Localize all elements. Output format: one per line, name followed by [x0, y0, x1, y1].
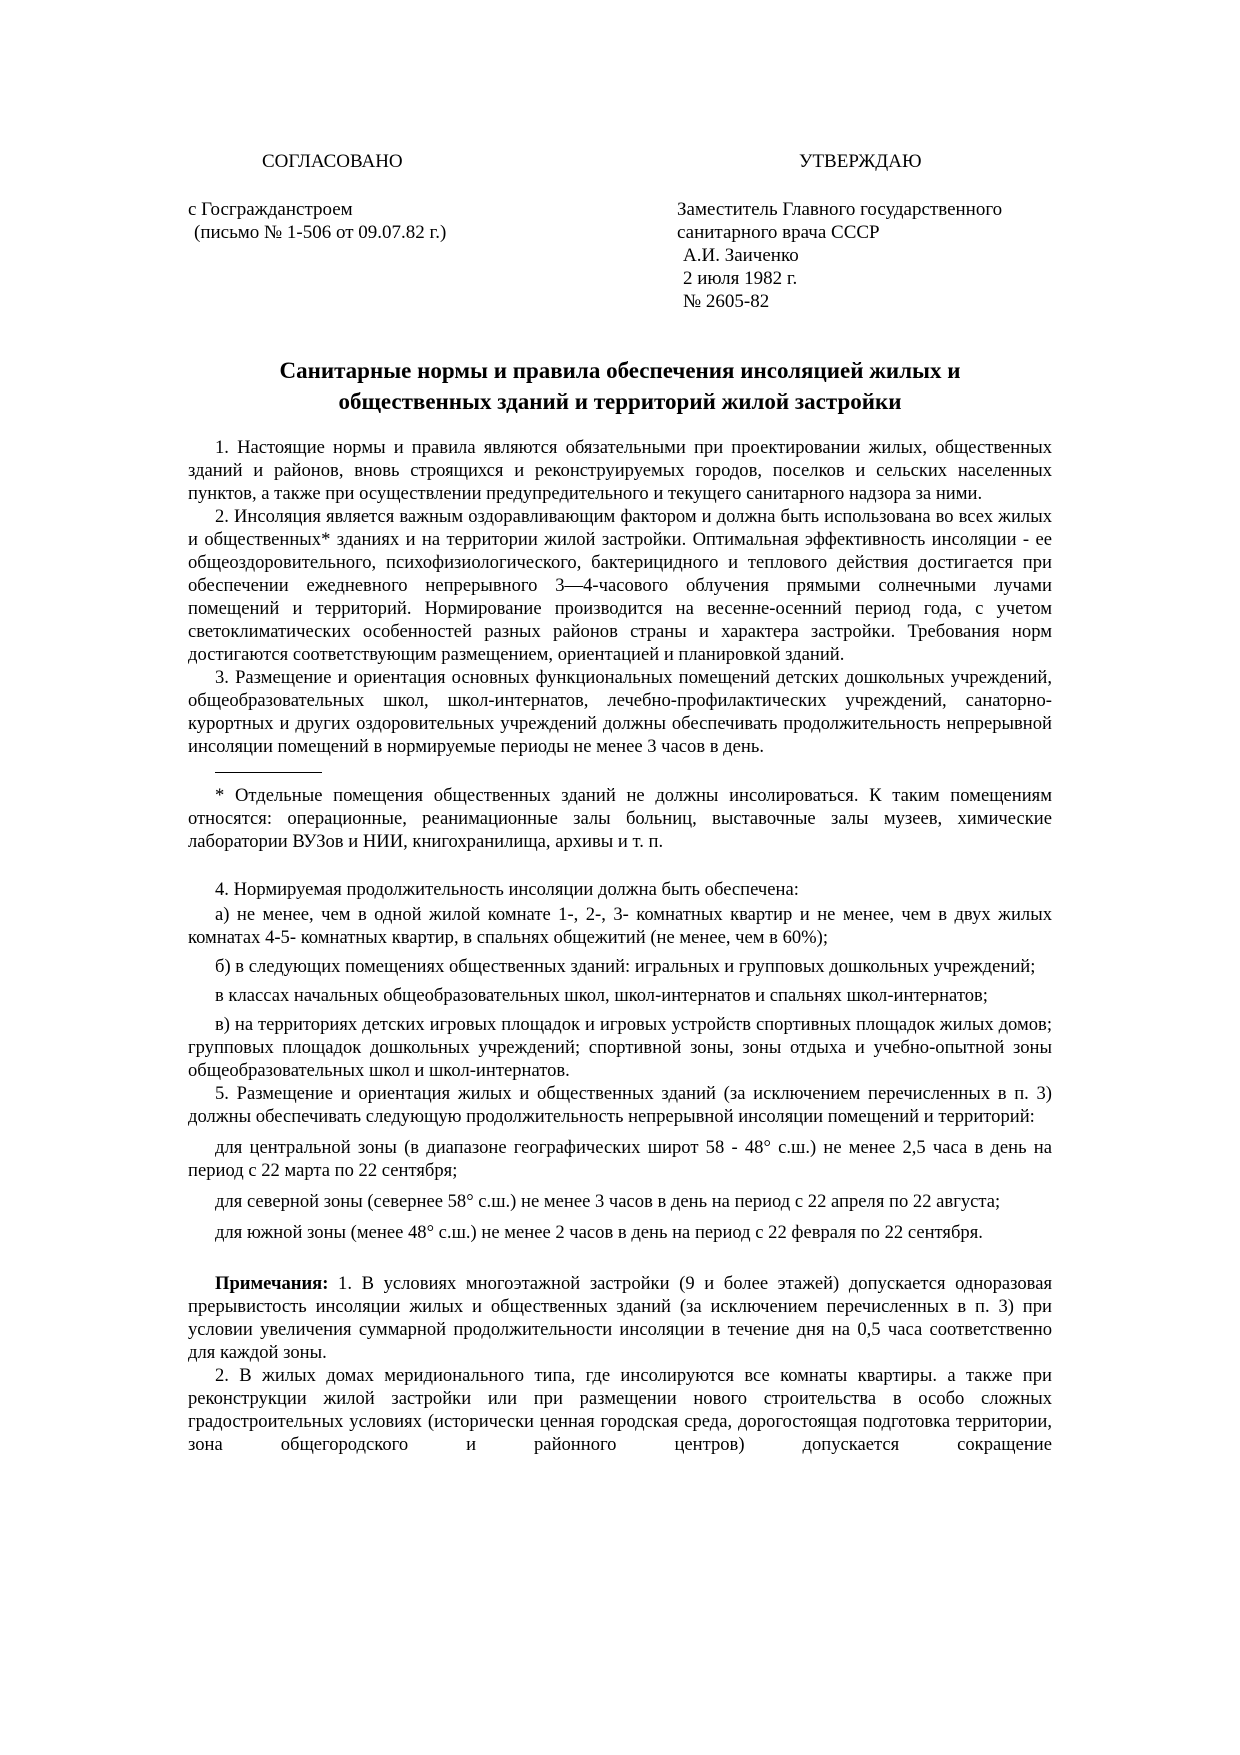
agreed-letter: (письмо № 1-506 от 09.07.82 г.)	[194, 222, 447, 243]
paragraph-3: 3. Размещение и ориентация основных функциональных помещений детских дошкольных учреждений, общеобразовательных школ, школ-интернатов, лечебно-профилактических учреждений, санаторно-курортных и других оздоровительных учреждений должны обеспечивать продолжительность непрерывной инсоляции помещений в нормируемые периоды не менее 3 часов в день.	[188, 667, 1052, 757]
paragraph-4b: б) в следующих помещениях общественных зданий: игральных и групповых дошкольных учреждений;	[215, 956, 1036, 977]
document-title	[188, 355, 1052, 417]
paragraph-5-south: для южной зоны (менее 48° с.ш.) не менее 2 часов в день на период с 22 февраля по 22 сентября.	[215, 1222, 983, 1243]
approval-date: 2 июля 1982 г.	[683, 268, 798, 289]
footnote: * Отдельные помещения общественных зданий не должны инсолироваться. К таким помещениям относятся: операционные, реанимационные залы больниц, выставочные залы музеев, химические лаборатории ВУЗов и НИИ, книгохранилища, архивы и т. п.	[188, 785, 1052, 852]
paragraph-5: 5. Размещение и ориентация жилых и общественных зданий (за исключением перечисленных в п. 3) должны обеспечивать следующую продолжительность непрерывной инсоляции помещений и территорий:	[188, 1083, 1052, 1127]
paragraph-4c: в) на территориях детских игровых площадок и игровых устройств спортивных площадок жилых домов; групповых площадок дошкольных учреждений; спортивной зоны, зоны отдыха и учебно-опытной зоны общеобразовательных школ и школ-интернатов.	[188, 1014, 1052, 1081]
agreed-heading: СОГЛАСОВАНО	[262, 151, 403, 172]
paragraph-2: 2. Инсоляция является важным оздоравливающим фактором и должна быть использована во всех жилых и общественных* зданиях и на территории жилой застройки. Оптимальная эффективность инсоляции - ее общеоздоровительного, психофизиологического, бактерицидного и теплового действия достигается при обеспечении ежедневного непрерывного 3—4-часового облучения прямыми солнечными лучами помещений и территорий. Нормирование производится на весенне-осенний период года, с учетом светоклиматических особенностей разных районов страны и характера застройки. Требования норм достигаются соответствующим размещением, ориентацией и планировкой зданий.	[188, 506, 1052, 665]
footnote-separator	[188, 758, 1052, 778]
title-line-1: Санитарные нормы и правила обеспечения инсоляцией жилых и	[279, 358, 961, 383]
note-1	[188, 1272, 1052, 1364]
agreed-org: с Госгражданстроем	[188, 199, 353, 220]
paragraph-4b-schools: в классах начальных общеобразовательных школ, школ-интернатов и спальнях школ-интернатов;	[215, 985, 988, 1006]
paragraph-1: 1. Настоящие нормы и правила являются обязательными при проектировании жилых, общественных зданий и районов, вновь строящихся и реконструируемых городов, поселков и сельских населенных пунктов, а также при осуществлении предупредительного и текущего санитарного надзора за ними.	[188, 437, 1052, 504]
notes-label: Примечания:	[215, 1273, 329, 1294]
paragraph-4: 4. Нормируемая продолжительность инсоляции должна быть обеспечена:	[215, 879, 799, 900]
approval-number: № 2605-82	[683, 291, 770, 312]
document-body	[188, 436, 1052, 1456]
approver-name: А.И. Заиченко	[683, 245, 799, 266]
approver-position-line1: Заместитель Главного государственного	[677, 199, 1003, 220]
note-2: 2. В жилых домах меридионального типа, где инсолируются все комнаты квартиры. а также при реконструкции жилой застройки или при размещении нового строительства в особо сложных градостроительных условиях (исторически ценная городская среда, дорогостоящая подготовка территории, зона общегородского и районного центров) допускается сокращение	[188, 1365, 1052, 1455]
approve-heading: УТВЕРЖДАЮ	[799, 151, 922, 172]
title-line-2: общественных зданий и территорий жилой застройки	[338, 389, 902, 414]
paragraph-5-north: для северной зоны (севернее 58° с.ш.) не менее 3 часов в день на период с 22 апреля по 22 августа;	[215, 1191, 1001, 1212]
approver-position-line2: санитарного врача СССР	[677, 222, 880, 243]
note-1-text: 1. В условиях многоэтажной застройки (9 и более этажей) допускается одноразовая прерывистость инсоляции жилых и общественных зданий (за исключением перечисленных в п. 3) при условии увеличения суммарной продолжительности инсоляции в течение дня на 0,5 часа соответственно для каждой зоны.	[188, 1273, 1053, 1363]
paragraph-4a: а) не менее, чем в одной жилой комнате 1-, 2-, 3- комнатных квартир и не менее, чем в двух жилых комнатах 4-5- комнатных квартир, в спальнях общежитий (не менее, чем в 60%);	[188, 904, 1052, 948]
paragraph-5-central: для центральной зоны (в диапазоне географических широт 58 - 48° с.ш.) не менее 2,5 часа в день на период с 22 марта по 22 сентября;	[188, 1137, 1052, 1181]
